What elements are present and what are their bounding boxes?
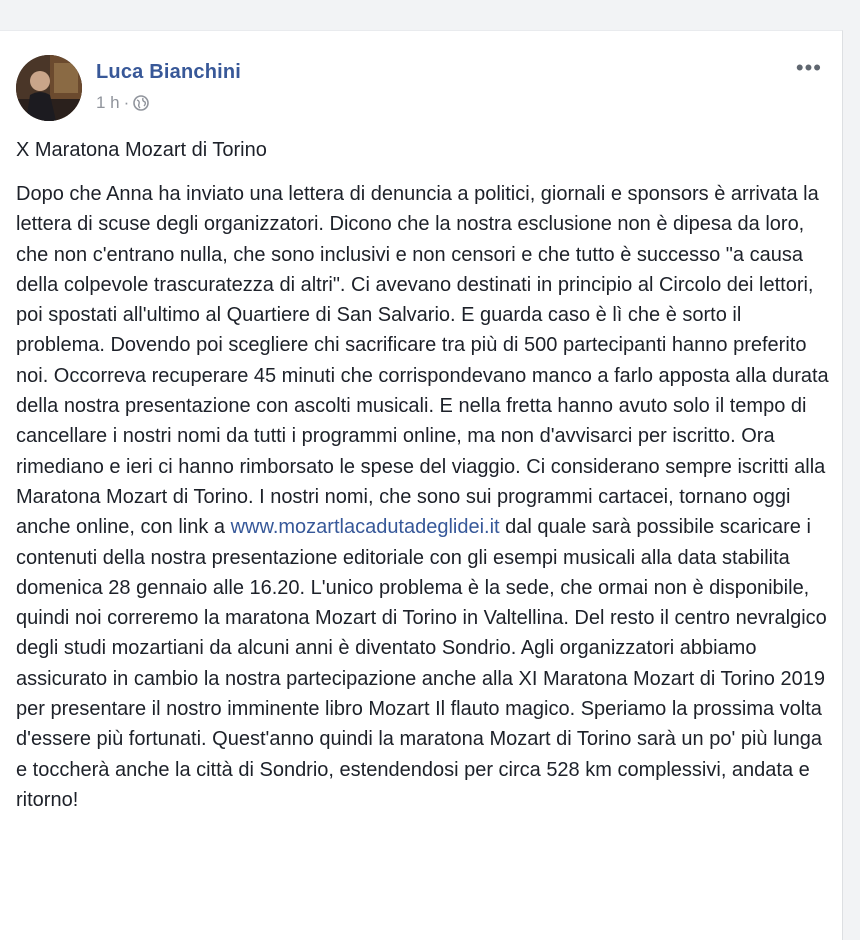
post-header [16, 55, 826, 125]
globe-icon[interactable] [133, 95, 149, 111]
post-text-part-2: dal quale sarà possibile scaricare i contenuti della nostra presentazione editoriale con gli esempi musicali alla data stabilita domenica 28 gennaio alle 16.20. L'unico problema è la sede, che ormai non è disponibile, quindi noi correremo la maratona Mozart di Torino in Valtellina. Del resto il centro nevralgico degli studi mozartiani da alcuni anni è diventato Sondrio. Agli organizzatori abbiamo assicurato in cambio la nostra partecipazione anche alla XI Maratona Mozart di Torino 2019 per presentare il nostro imminente libro Mozart Il flauto magico. Speriamo la prossima volta d'essere più fortunati. Quest'anno quindi la maratona Mozart di Torino sarà un po' più lunga e toccherà anche la città di Sondrio, estendendosi per circa 528 km complessivi, andata e ritorno! [16, 516, 827, 811]
post-title: X Maratona Mozart di Torino [16, 139, 267, 161]
post-time[interactable]: 1 h [96, 93, 120, 112]
more-options-icon[interactable]: ••• [795, 55, 822, 80]
author-name[interactable]: Luca Bianchini [96, 61, 242, 83]
post-card [0, 30, 843, 940]
post-meta [96, 93, 149, 113]
meta-separator: · [123, 93, 130, 112]
avatar[interactable] [16, 55, 82, 121]
post-text-part-1: Dopo che Anna ha inviato una lettera di denuncia a politici, giornali e sponsors è arrivata la lettera di scuse degli organizzatori. Dicono che la nostra esclusione non è dipesa da loro, che non c'entrano nulla, che sono inclusivi e non censori e che tutto è successo "a causa della colpevole trascuratezza di altri". Ci avevano destinati in principio al Circolo dei lettori, poi spostati all'ultimo al Quartiere di San Salvario. E guarda caso è lì che è sorto il problema. Dovendo poi scegliere chi sacrificare tra più di 500 partecipanti hanno preferito noi. Occorreva recuperare 45 minuti che corrispondevano manco a farlo apposta alla durata della nostra presentazione con ascolti musicali. E nella fretta hanno avuto solo il tempo di cancellare i nostri nomi da tutti i programmi online, ma non d'avvisarci per iscritto. Ora rimediano e ieri ci hanno rimborsato le spese del viaggio. Ci considerano sempre iscritti alla Maratona Mozart di Torino. I nostri nomi, che sono sui programmi cartacei, tornano oggi anche online, con link a [16, 183, 829, 539]
external-link[interactable]: www.mozartlacadutadeglidei.it [230, 516, 500, 539]
post-body [16, 179, 831, 815]
